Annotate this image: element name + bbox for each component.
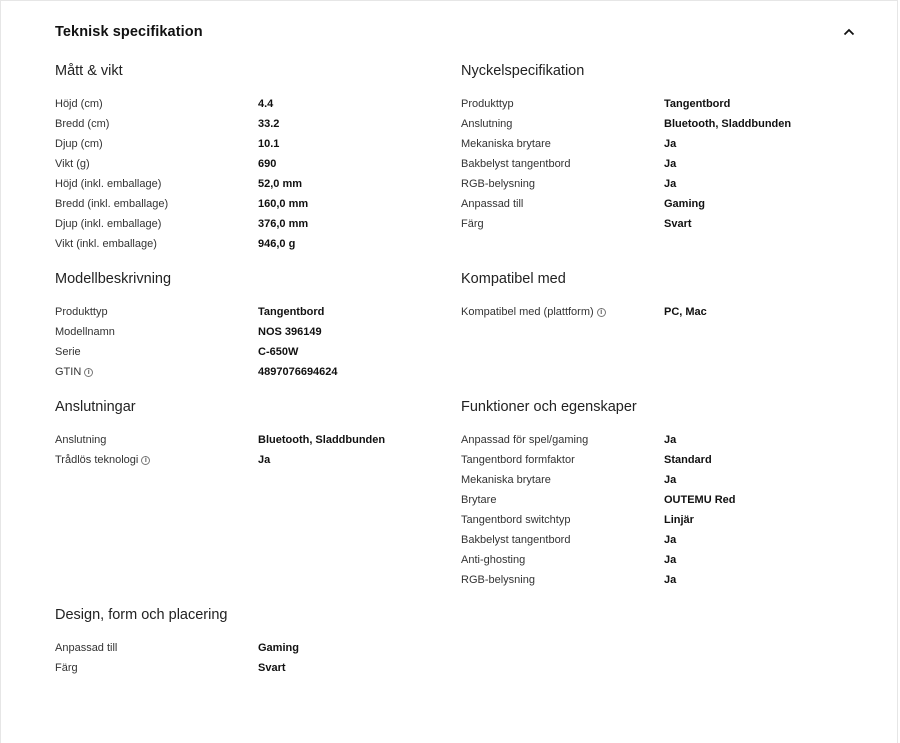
spec-label bbox=[461, 98, 664, 110]
spec-label bbox=[461, 494, 664, 506]
section-title: Nyckelspecifikation bbox=[461, 63, 585, 79]
spec-value: 690 bbox=[258, 158, 277, 170]
spec-label bbox=[461, 198, 664, 210]
section-nyckelspecifikation bbox=[461, 61, 841, 234]
spec-label-text: Djup (inkl. emballage) bbox=[55, 218, 162, 230]
spec-row bbox=[55, 194, 435, 214]
spec-label-text: Bakbelyst tangentbord bbox=[461, 158, 571, 170]
spec-label bbox=[461, 534, 664, 546]
spec-row bbox=[461, 194, 841, 214]
spec-row bbox=[55, 302, 435, 322]
spec-row bbox=[55, 322, 435, 342]
spec-row bbox=[55, 430, 435, 450]
spec-label-text: Bakbelyst tangentbord bbox=[461, 534, 571, 546]
spec-label-text: Vikt (inkl. emballage) bbox=[55, 238, 157, 250]
spec-row bbox=[55, 658, 435, 678]
spec-label-text: Anpassad för spel/gaming bbox=[461, 434, 589, 446]
spec-label bbox=[55, 642, 258, 654]
spec-label bbox=[55, 434, 258, 446]
spec-label bbox=[461, 474, 664, 486]
spec-value: 376,0 mm bbox=[258, 218, 309, 230]
spec-value: Bluetooth, Sladdbunden bbox=[258, 434, 386, 446]
spec-label-text: RGB-belysning bbox=[461, 574, 535, 586]
spec-row bbox=[461, 154, 841, 174]
info-icon[interactable]: i bbox=[141, 456, 150, 465]
spec-label bbox=[461, 434, 664, 446]
spec-label bbox=[55, 138, 258, 150]
spec-value: Ja bbox=[664, 574, 677, 586]
spec-label bbox=[55, 118, 258, 130]
spec-value: Standard bbox=[664, 454, 712, 466]
spec-value: Ja bbox=[664, 554, 677, 566]
section-title: Mått & vikt bbox=[55, 63, 123, 79]
spec-row bbox=[461, 530, 841, 550]
spec-value: 4897076694624 bbox=[258, 366, 338, 378]
spec-value: Ja bbox=[664, 474, 677, 486]
section-design bbox=[55, 605, 435, 678]
spec-label-text: Djup (cm) bbox=[55, 138, 103, 150]
spec-value: Ja bbox=[664, 158, 677, 170]
spec-row bbox=[461, 94, 841, 114]
spec-row bbox=[55, 234, 435, 254]
spec-value: Ja bbox=[664, 138, 677, 150]
spec-label-text: Mekaniska brytare bbox=[461, 474, 551, 486]
spec-label-text: RGB-belysning bbox=[461, 178, 535, 190]
spec-label-text: Höjd (cm) bbox=[55, 98, 103, 110]
section-modellbeskrivning bbox=[55, 269, 435, 382]
spec-row bbox=[55, 638, 435, 658]
section-kompatibel-med bbox=[461, 269, 841, 322]
spec-label-text: Mekaniska brytare bbox=[461, 138, 551, 150]
spec-label bbox=[55, 238, 258, 250]
spec-header[interactable] bbox=[55, 15, 857, 49]
spec-label-text: Anpassad till bbox=[55, 642, 118, 654]
section-matt-vikt bbox=[55, 61, 435, 254]
spec-row bbox=[461, 570, 841, 590]
section-funktioner bbox=[461, 397, 841, 590]
spec-row bbox=[55, 114, 435, 134]
spec-row bbox=[461, 174, 841, 194]
spec-label bbox=[55, 454, 258, 466]
section-title: Anslutningar bbox=[55, 399, 136, 415]
spec-row bbox=[461, 490, 841, 510]
spec-label-text: Vikt (g) bbox=[55, 158, 90, 170]
spec-label bbox=[461, 118, 664, 130]
spec-label-text: Modellnamn bbox=[55, 326, 115, 338]
spec-value: 4.4 bbox=[258, 98, 274, 110]
spec-value: Svart bbox=[664, 218, 692, 230]
spec-label bbox=[55, 178, 258, 190]
spec-row bbox=[55, 342, 435, 362]
spec-label bbox=[461, 178, 664, 190]
spec-row bbox=[55, 214, 435, 234]
spec-row bbox=[461, 470, 841, 490]
spec-label-text: Anslutning bbox=[461, 118, 513, 130]
spec-value: Ja bbox=[664, 178, 677, 190]
spec-label-text: Trådlös teknologi bbox=[55, 454, 139, 466]
spec-row bbox=[55, 154, 435, 174]
section-anslutningar bbox=[55, 397, 435, 470]
spec-label-text: Anslutning bbox=[55, 434, 107, 446]
spec-label-text: Anpassad till bbox=[461, 198, 524, 210]
spec-label-text: Tangentbord formfaktor bbox=[461, 454, 575, 466]
spec-value: 946,0 g bbox=[258, 238, 296, 250]
chevron-up-icon bbox=[843, 28, 855, 36]
spec-value: 160,0 mm bbox=[258, 198, 309, 210]
spec-label-text: Tangentbord switchtyp bbox=[461, 514, 571, 526]
spec-label bbox=[461, 454, 664, 466]
spec-label bbox=[461, 158, 664, 170]
spec-row bbox=[461, 302, 841, 322]
spec-value: C-650W bbox=[258, 346, 299, 358]
spec-row bbox=[55, 450, 435, 470]
spec-value: 10.1 bbox=[258, 138, 280, 150]
spec-label bbox=[55, 158, 258, 170]
spec-label-text: Serie bbox=[55, 346, 81, 358]
spec-label bbox=[55, 366, 258, 378]
section-title: Funktioner och egenskaper bbox=[461, 399, 637, 415]
spec-label-text: Anti-ghosting bbox=[461, 554, 526, 566]
spec-label-text: Produkttyp bbox=[461, 98, 514, 110]
spec-row bbox=[55, 134, 435, 154]
spec-label bbox=[55, 98, 258, 110]
collapse-button[interactable] bbox=[840, 23, 858, 41]
spec-value: OUTEMU Red bbox=[664, 494, 736, 506]
spec-value: Tangentbord bbox=[258, 306, 325, 318]
spec-row bbox=[461, 510, 841, 530]
spec-label bbox=[461, 138, 664, 150]
spec-label bbox=[55, 346, 258, 358]
spec-row bbox=[461, 550, 841, 570]
spec-value: Ja bbox=[664, 534, 677, 546]
spec-row bbox=[461, 450, 841, 470]
section-title: Kompatibel med bbox=[461, 271, 566, 287]
spec-label bbox=[461, 306, 664, 318]
spec-value: Ja bbox=[664, 434, 677, 446]
spec-value: NOS 396149 bbox=[258, 326, 322, 338]
spec-value: Ja bbox=[258, 454, 271, 466]
spec-value: PC, Mac bbox=[664, 306, 707, 318]
spec-label bbox=[461, 574, 664, 586]
spec-label-text: Bredd (cm) bbox=[55, 118, 110, 130]
spec-label-text: Färg bbox=[461, 218, 484, 230]
spec-label-text: Höjd (inkl. emballage) bbox=[55, 178, 162, 190]
spec-label-text: Bredd (inkl. emballage) bbox=[55, 198, 169, 210]
spec-label bbox=[55, 198, 258, 210]
spec-label bbox=[55, 662, 258, 674]
spec-value: Bluetooth, Sladdbunden bbox=[664, 118, 792, 130]
spec-row bbox=[55, 174, 435, 194]
spec-row bbox=[55, 362, 435, 382]
info-icon[interactable]: i bbox=[84, 368, 93, 377]
spec-label bbox=[55, 306, 258, 318]
page-title: Teknisk specifikation bbox=[55, 24, 203, 40]
info-icon[interactable]: i bbox=[597, 308, 606, 317]
spec-label-text: Kompatibel med (plattform) bbox=[461, 306, 594, 318]
spec-row bbox=[461, 214, 841, 234]
section-title: Design, form och placering bbox=[55, 607, 228, 623]
spec-row bbox=[461, 134, 841, 154]
spec-value: Svart bbox=[258, 662, 286, 674]
spec-label bbox=[461, 218, 664, 230]
spec-value: Tangentbord bbox=[664, 98, 731, 110]
spec-label bbox=[461, 514, 664, 526]
spec-value: Gaming bbox=[258, 642, 299, 654]
spec-label-text: Produkttyp bbox=[55, 306, 108, 318]
spec-label-text: Brytare bbox=[461, 494, 497, 506]
spec-value: 33.2 bbox=[258, 118, 280, 130]
spec-value: Linjär bbox=[664, 514, 694, 526]
spec-value: 52,0 mm bbox=[258, 178, 303, 190]
spec-label-text: Färg bbox=[55, 662, 78, 674]
spec-label bbox=[55, 218, 258, 230]
spec-row bbox=[55, 94, 435, 114]
section-title: Modellbeskrivning bbox=[55, 271, 172, 287]
spec-label bbox=[55, 326, 258, 338]
spec-label bbox=[461, 554, 664, 566]
spec-row bbox=[461, 114, 841, 134]
spec-value: Gaming bbox=[664, 198, 705, 210]
spec-row bbox=[461, 430, 841, 450]
spec-label-text: GTIN bbox=[55, 366, 82, 378]
